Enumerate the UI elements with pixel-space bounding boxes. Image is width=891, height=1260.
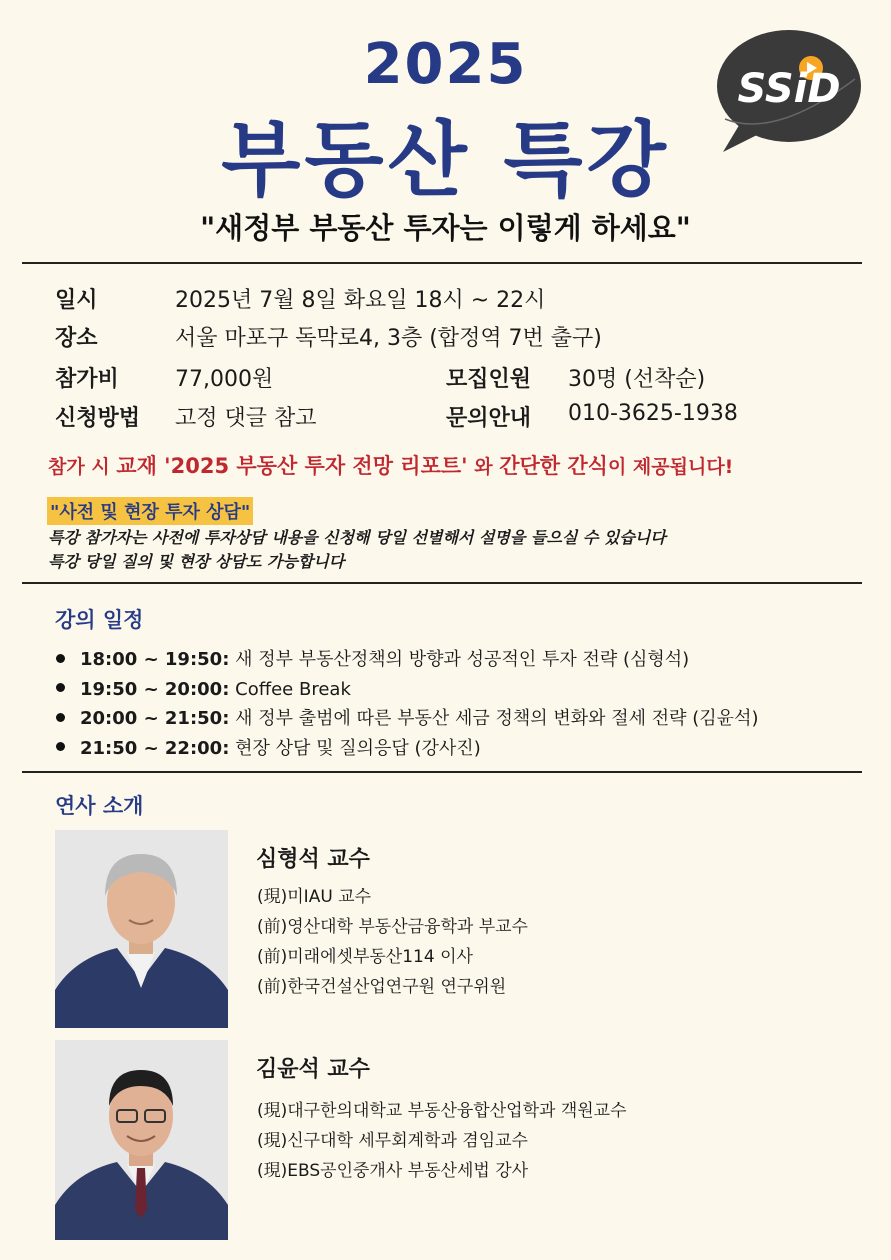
contact-value: 010-3625-1938 [568,401,738,426]
event-title: 부동산 특강 [221,113,670,208]
credential-item: (前)미래에셋부동산114 이사 [257,947,473,967]
speakers-title: 연사 소개 [55,794,144,818]
credential-item: (現)대구한의대학교 부동산융합산업학과 객원교수 [257,1101,627,1121]
speaker-1-photo [55,830,228,1028]
credential-item: (前)한국건설산업연구원 연구위원 [257,977,507,997]
notice-textbook: 교재 '2025 부동산 투자 전망 리포트' [116,454,468,478]
divider-middle [22,582,862,584]
capacity-label: 모집인원 [446,367,532,392]
date-label: 일시 [55,288,98,313]
event-year: 2025 [363,32,528,97]
schedule-time: 19:50 ~ 20:00: [80,678,230,700]
schedule-title: 강의 일정 [55,608,144,632]
speaker-2-credentials [257,1096,627,1186]
schedule-item [56,675,758,705]
apply-label: 신청방법 [55,406,141,431]
bullet-icon [56,742,65,751]
notice-snack: 간단한 간식 [499,454,608,478]
speaker-1-name: 심형석 교수 [256,847,370,872]
schedule-item [56,645,758,675]
ssid-logo [705,24,865,159]
schedule-desc: Coffee Break [229,678,351,700]
schedule-item [56,734,758,764]
schedule-time: 18:00 ~ 19:50: [80,649,230,670]
credential-item: (前)영산대학 부동산금융학과 부교수 [257,917,528,937]
bullet-icon [56,683,65,692]
capacity-value: 30명 (선착순) [568,367,706,392]
schedule-time: 21:50 ~ 22:00: [80,737,230,759]
schedule-desc: 현장 상담 및 질의응답 (강사진) [229,737,481,759]
credential-item: (現)미IAU 교수 [257,887,372,907]
contact-label: 문의안내 [446,406,532,431]
schedule-item [56,704,758,734]
divider-top [22,262,862,264]
materials-notice [48,450,733,480]
notice-part1: 참가 시 [48,456,117,478]
speaker-2-name: 김윤석 교수 [256,1057,370,1082]
apply-value: 고정 댓글 참고 [175,406,317,431]
bullet-icon [56,654,65,663]
schedule-list [56,645,758,763]
date-value: 2025년 7월 8일 화요일 18시 ~ 22시 [175,288,546,313]
schedule-desc: 새 정부 출범에 따른 부동산 세금 정책의 변화와 절세 전략 (김윤석) [229,708,759,729]
divider-bottom [22,771,862,773]
speaker-2-photo [55,1040,228,1240]
schedule-time: 20:00 ~ 21:50: [80,708,230,729]
credential-item: (現)EBS공인중개사 부동산세법 강사 [257,1161,529,1181]
bullet-icon [56,713,65,722]
consultation-title: "사전 및 현장 투자 상담" [47,497,253,525]
place-value: 서울 마포구 독막로4, 3층 (합정역 7번 출구) [175,326,602,351]
fee-label: 참가비 [55,367,119,392]
notice-part3: 와 [467,456,500,478]
credential-item: (現)신구대학 세무회계학과 겸임교수 [257,1131,528,1151]
consultation-line-2: 특강 당일 질의 및 현장 상담도 가능합니다 [48,552,345,571]
place-label: 장소 [55,326,98,351]
consultation-line-1: 특강 참가자는 사전에 투자상담 내용을 신청해 당일 선별해서 설명을 들으실 수 있습니다 [48,528,666,547]
notice-part5: 이 제공됩니다! [607,456,734,478]
svg-text:SSiD: SSiD [737,66,841,112]
schedule-desc: 새 정부 부동산정책의 방향과 성공적인 투자 전략 (심형석) [229,649,690,670]
fee-value: 77,000원 [175,367,274,392]
event-subtitle: "새정부 부동산 투자는 이렇게 하세요" [200,211,691,245]
speaker-1-credentials [257,882,528,1002]
